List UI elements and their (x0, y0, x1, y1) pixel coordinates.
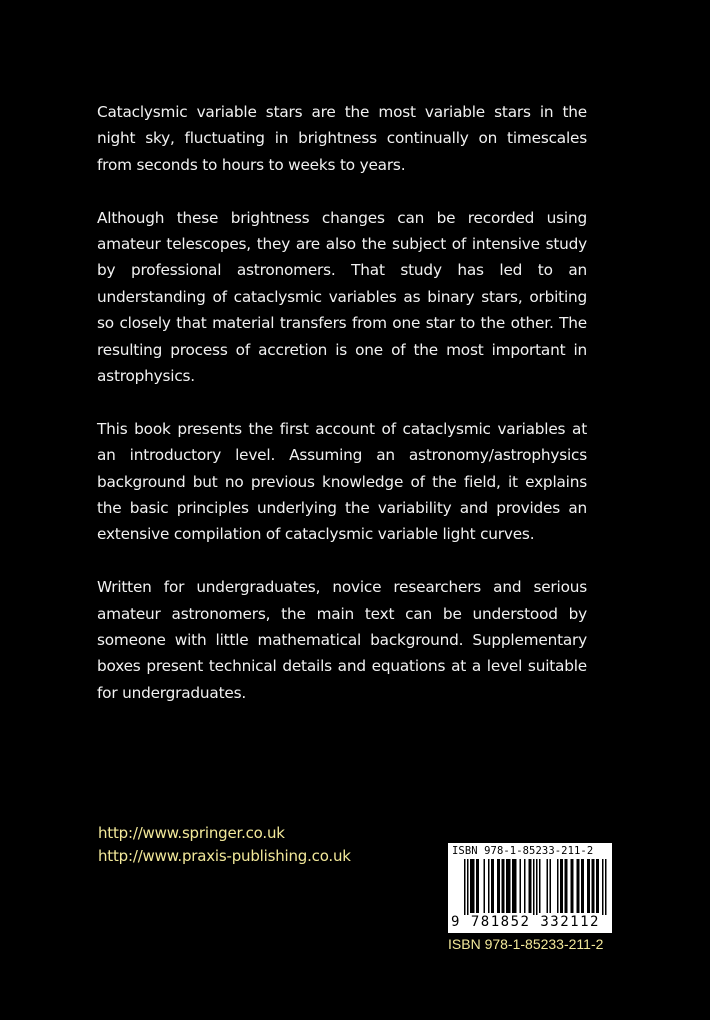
barcode-bar (530, 859, 532, 913)
barcode-bar (499, 859, 501, 913)
praxis-link[interactable]: http://www.praxis-publishing.co.uk (98, 847, 351, 865)
isbn-caption: ISBN 978-1-85233-211-2 (448, 936, 604, 952)
barcode-bar (515, 859, 517, 913)
barcode-bar (503, 859, 505, 913)
barcode-bar (473, 859, 475, 913)
barcode-bar (524, 859, 526, 913)
barcode-bar (557, 859, 559, 913)
barcode-bar (560, 859, 562, 913)
barcode-bar (602, 859, 604, 915)
barcode-bar (467, 859, 469, 915)
blurb-paragraph-1: Cataclysmic variable stars are the most variable stars in the night sky, fluctuating in brightness continually on timescales from seconds to hours to weeks to years. (97, 103, 587, 174)
barcode-digits: 9 781852 332112 (451, 914, 600, 930)
barcode-bar (491, 859, 493, 913)
barcode-bar (514, 859, 516, 913)
barcode-bar (578, 859, 580, 913)
barcode-bar (566, 859, 568, 913)
barcode-bar (509, 859, 511, 913)
barcode-bar (572, 859, 574, 913)
barcode-bar (472, 859, 474, 913)
publisher-links (98, 822, 351, 868)
barcode-bar (593, 859, 595, 913)
barcode-bar (476, 859, 478, 913)
blurb-paragraph-3: This book presents the first account of cataclysmic variables at an introductory level. Assuming an astronomy/astrophysics background but no previous knowledge of the field, it explains the basic principles underlying the variability and provides an extensive compilation of cataclysmic variable light curves. (97, 419, 587, 544)
barcode-bar (506, 859, 508, 913)
barcode-bar (565, 859, 567, 913)
barcode-bar (497, 859, 499, 913)
barcode-bar (596, 859, 598, 913)
barcode-bar (508, 859, 510, 913)
barcode-bar (550, 859, 552, 913)
barcode-bar (484, 859, 486, 913)
barcode-bars (448, 859, 612, 915)
isbn-barcode (448, 843, 612, 933)
springer-link[interactable]: http://www.springer.co.uk (98, 824, 285, 842)
barcode-bar (520, 859, 522, 913)
barcode-bar (577, 859, 579, 913)
back-cover-blurb (97, 99, 587, 733)
barcode-bar (502, 859, 504, 913)
barcode-bar (488, 859, 490, 913)
barcode-bar (478, 859, 480, 913)
barcode-bar (583, 859, 585, 913)
barcode-bar (536, 859, 538, 915)
barcode-bar (470, 859, 472, 913)
barcode-bar (571, 859, 573, 913)
barcode-bar (587, 859, 589, 913)
barcode-bar (512, 859, 514, 913)
barcode-bar (589, 859, 591, 913)
barcode-bar (529, 859, 531, 913)
blurb-paragraph-4: Written for undergraduates, novice researchers and serious amateur astronomers, the main text can be understood by someone with little mathematical background. Supplementary boxes present technical details and equations at a level suitable for undergraduates. (97, 578, 587, 702)
barcode-bar (562, 859, 564, 913)
blurb-paragraph-2: Although these brightness changes can be recorded using amateur telescopes, they are also the subject of intensive study by professional astronomers. That study has led to an understanding of cataclysmic variables as binary stars, orbiting so closely that material transfers from one star to the other. The resulting process of accretion is one of the most important in astrophysics. (97, 208, 587, 386)
barcode-bar (493, 859, 495, 913)
barcode-bar (592, 859, 594, 913)
barcode-bar (605, 859, 607, 915)
barcode-bar (464, 859, 466, 915)
barcode-isbn-header: ISBN 978-1-85233-211-2 (452, 845, 594, 857)
barcode-bar (598, 859, 600, 913)
barcode-bar (547, 859, 549, 913)
barcode-bar (533, 859, 535, 915)
barcode-bar (539, 859, 541, 913)
barcode-bar (581, 859, 583, 913)
